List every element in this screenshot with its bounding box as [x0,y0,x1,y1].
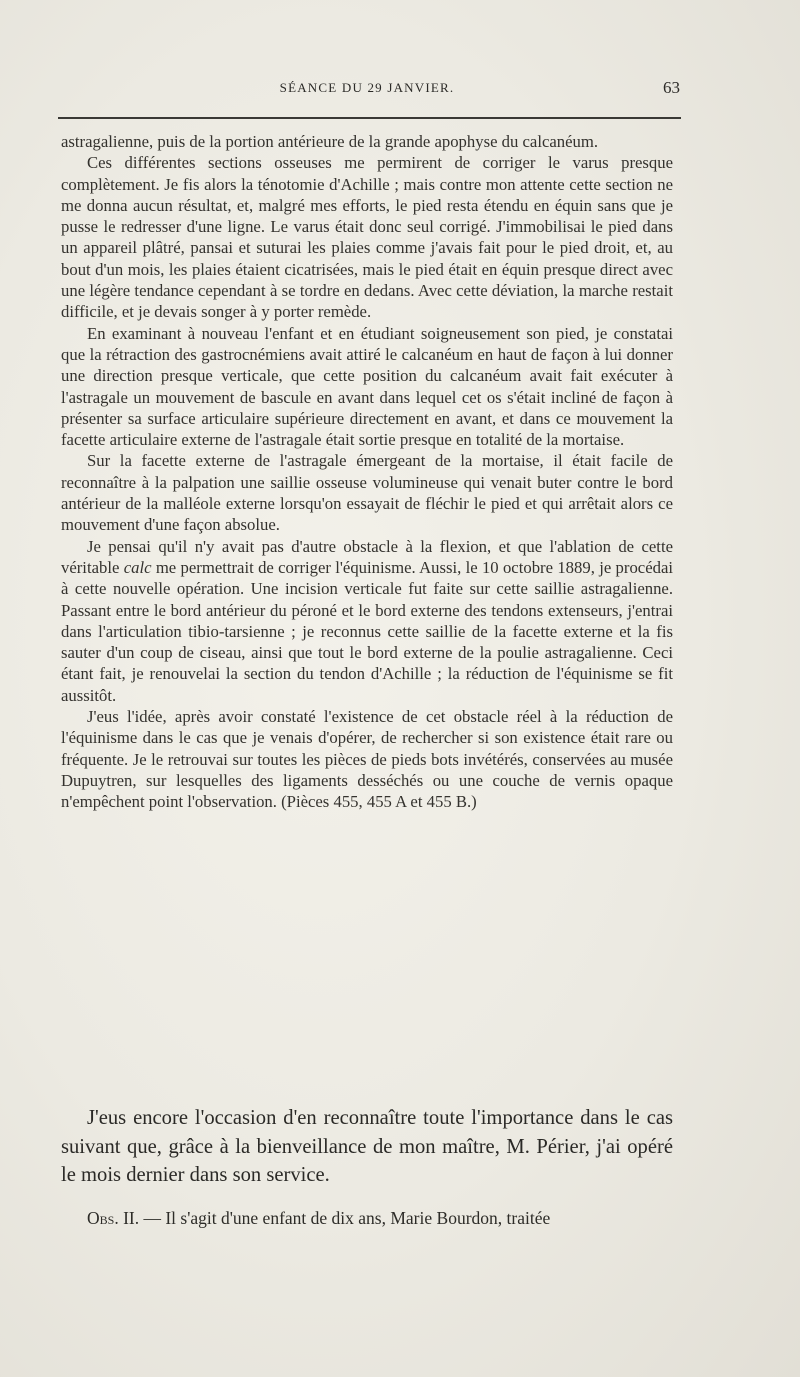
paragraph-5-end: me permettrait de corriger l'équinisme. Aussi, le 10 octobre 1889, je procédai à cette nouvelle opération. Une incision verticale fut faite sur cette saillie astragalienne. Passant entre le bord antérieur du péroné et le bord externe des tendons extenseurs, j'entrai dans l'articulation tibio-tarsienne ; je reconnus cette saillie de la facette externe et la fis sauter d'un coup de ciseau, ainsi que tout le bord externe de la poulie astragalienne. Ceci étant fait, je renouvelai la section du tendon d'Achille ; la réduction de l'équinisme se fit aussitôt. [61,557,673,705]
page-header [60,78,680,102]
paragraph-5 [61,536,673,706]
paragraph-6: J'eus l'idée, après avoir constaté l'existence de cet obstacle réel à la réduction de l'équinisme dans le cas que je venais d'opérer, de rechercher si son existence était rare ou fréquente. Je le retrouvai sur toutes les pièces de pieds bots invétérés, conservées au musée Dupuytren, sur lesquelles des ligaments desséchés ou une couche de vernis opaque n'empêchent point l'observation. (Pièces 455, 455 A et 455 B.) [61,707,673,812]
running-title: SÉANCE DU 29 JANVIER. [279,80,455,95]
paragraph-4: Sur la facette externe de l'astragale émergeant de la mortaise, il était facile de reconnaître à la palpation une saillie osseuse volumineuse qui venait buter contre le bord antérieur de la malléole externe lorsqu'on essayait de fléchir le pied et qui arrêtait alors ce mouvement d'une façon absolue. [61,451,673,535]
paragraph-1: astragalienne, puis de la portion antérieure de la grande apophyse du calcanéum. [61,132,599,151]
observation-line [61,1207,675,1229]
paragraph-2: Ces différentes sections osseuses me permirent de corriger le varus presque complètement. Je fis alors la ténotomie d'Achille ; mais contre mon attente cette section ne me donna aucun résultat, et, malgré mes efforts, le pied resta étendu en équin sans que je pusse le redresser d'une ligne. Le varus était donc seul corrigé. J'immobilisai le pied dans un appareil plâtré, pansai et suturai les plaies comme j'avais fait pour le pied droit, et, au bout d'un mois, les plaies étaient cicatrisées, mais le pied était en équin presque direct avec une légère tendance cependant à se tordre en dedans. Avec cette déviation, la marche restait difficile, et je devais songer à y porter remède. [61,153,673,322]
header-rule [58,117,681,119]
paragraph-3: En examinant à nouveau l'enfant et en étudiant soigneusement son pied, je constatai que la rétraction des gastrocnémiens avait attiré le calcanéum en haut de façon à lui donner une direction presque verticale, que cette position du calcanéum avait fait exécuter à l'astragale un mouvement de bascule en avant dans lequel cet os s'était incliné de façon à présenter sa surface articulaire supérieure directement en avant, et dans ce mouvement la facette articulaire externe de l'astragale était sortie presque en totalité de la mortaise. [61,323,673,450]
observation-text: — Il s'agit d'une enfant de dix ans, Marie Bourdon, traitée [139,1208,551,1228]
observation-label: Obs. II. [87,1208,140,1228]
large-paragraph: J'eus encore l'occasion d'en reconnaître toute l'importance dans le cas suivant que, grâce à la bienveillance de mon maître, M. Périer, j'ai opéré le mois dernier dans son service. [61,1107,673,1186]
body-text [61,131,673,813]
page-number: 63 [663,78,680,97]
large-text-block [61,1104,673,1190]
italic-word: calc [123,557,152,577]
paragraph-5-start: Je pensai qu'il n'y avait pas d'autre obstacle à la flexion, et que l'ablation de cette véritable [61,536,673,577]
observation-block [61,1207,675,1229]
